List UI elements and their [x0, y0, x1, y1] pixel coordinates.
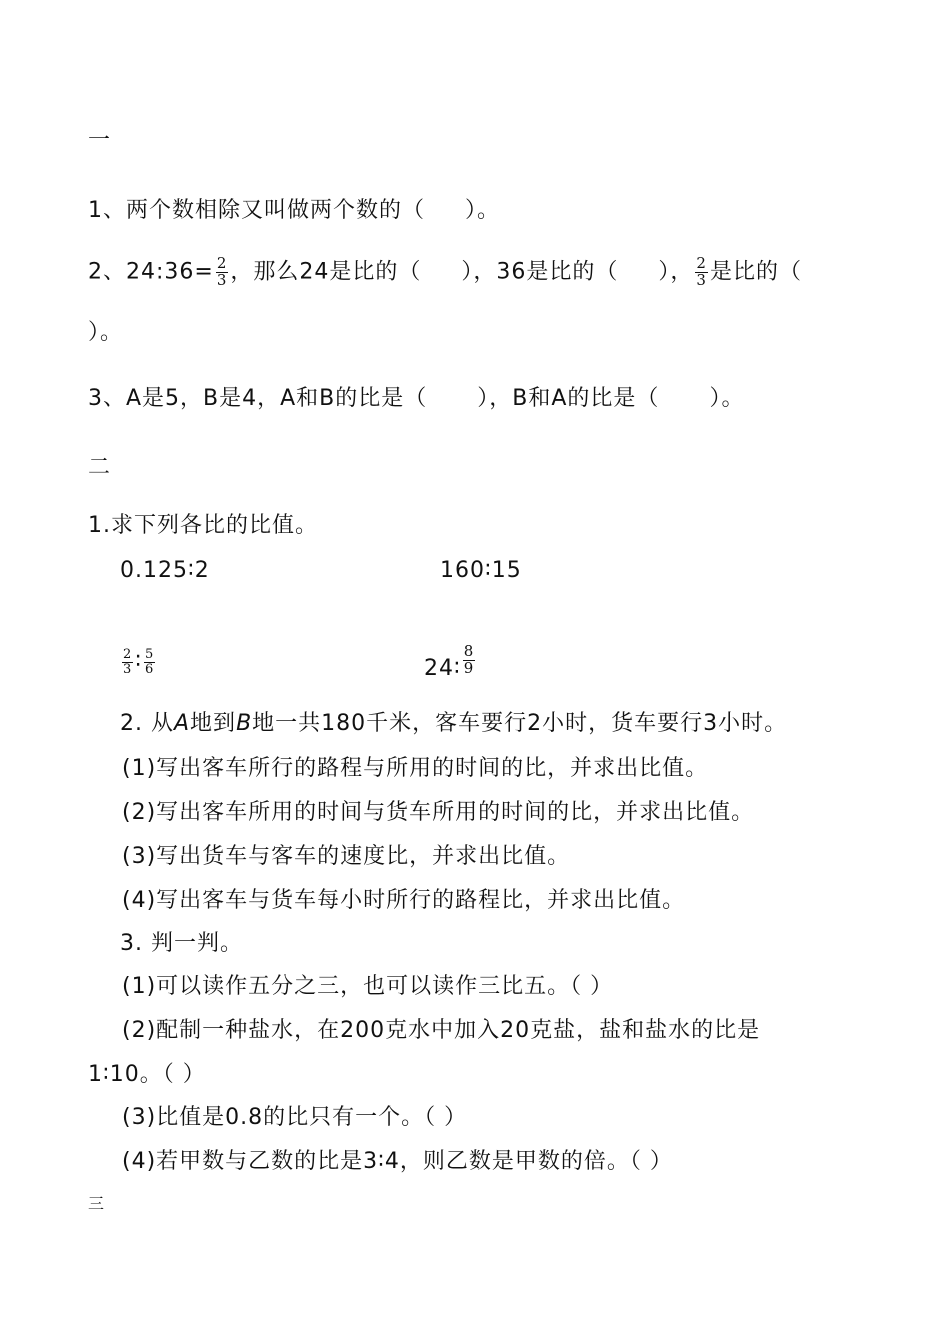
fraction-numerator: 2 [216, 254, 228, 272]
question-3-text: 3、A是5，B是4，A和B的比是（ [88, 386, 428, 411]
part2-q2-mid: 地到 [190, 711, 237, 736]
part2-q2-title [120, 713, 787, 735]
question-3-mid: ），B和A的比是（ [477, 386, 660, 411]
fraction-denominator: 6 [145, 661, 155, 677]
fraction-numerator: 5 [145, 647, 155, 662]
part2-q3-item-3: (3)比值是0.8的比只有一个。（ ） [122, 1105, 468, 1130]
fraction-two-thirds [216, 256, 229, 289]
question-2-mid3: ）， [658, 259, 694, 285]
fraction-denominator: 9 [463, 658, 475, 677]
fraction-numerator: 2 [123, 647, 133, 662]
section-heading-three: 三 [88, 1194, 106, 1213]
part2-q2-pre: 2. 从 [120, 711, 174, 736]
section-heading-two: 二 [88, 455, 112, 480]
part2-q1-title: 1.求下列各比的比值。 [88, 513, 318, 538]
question-2-mid4: 是比的（ [709, 259, 802, 285]
part2-q3-title: 3. 判一判。 [120, 931, 243, 956]
question-3-close: ）。 [709, 386, 745, 411]
question-2-mid1: ，那么24是比的（ [230, 259, 422, 285]
fraction-two-thirds [122, 648, 133, 676]
part2-q2-item-2: (2)写出客车所用的时间与货车所用的时间的比，并求出比值。 [122, 800, 755, 825]
fraction-numerator: 2 [696, 254, 707, 272]
question-2-mid2: ），36是比的（ [461, 259, 619, 285]
question-1-close: ）。 [465, 198, 501, 223]
ratio-expression-3 [120, 648, 157, 676]
fraction-numerator: 8 [463, 642, 475, 660]
part2-q2-post: 地一共180千米，客车要行2小时，货车要行3小时。 [252, 711, 788, 736]
fraction-eight-ninths [463, 644, 476, 677]
part2-q2-item-3: (3)写出货车与客车的速度比，并求出比值。 [122, 844, 571, 869]
part2-q2-item-1: (1)写出客车所行的路程与所用的时间的比，并求出比值。 [122, 756, 709, 781]
part2-q3-item-2-continuation: 1∶10。（ ） [88, 1062, 206, 1087]
question-1 [88, 200, 500, 222]
question-2-lead: 2、24:36= [88, 259, 214, 285]
ratio-expression-4-lead: 24∶ [424, 656, 461, 681]
ratio-separator: ∶ [135, 649, 143, 675]
fraction-five-sixths [144, 648, 155, 676]
section-heading-one: 一 [88, 128, 112, 153]
ratio-expression-1: 0.125∶2 [120, 558, 210, 583]
fraction-denominator: 3 [123, 661, 133, 677]
part2-q2-item-4: (4)写出客车与货车每小时所行的路程比，并求出比值。 [122, 888, 686, 913]
part2-q3-item-2: (2)配制一种盐水，在200克水中加入20克盐，盐和盐水的比是 [122, 1018, 761, 1043]
question-2-continuation: ）。 [88, 320, 124, 345]
part2-q3-item-1: (1)可以读作五分之三，也可以读作三比五。（ ） [122, 974, 614, 999]
question-2 [88, 256, 802, 289]
fraction-two-thirds-2 [695, 256, 708, 289]
question-1-text: 1、两个数相除又叫做两个数的（ [88, 198, 425, 223]
point-b: B [236, 711, 253, 736]
part2-q3-item-4: (4)若甲数与乙数的比是3∶4，则乙数是甲数的倍。（ ） [122, 1149, 673, 1174]
ratio-expression-2: 160∶15 [440, 558, 522, 583]
ratio-expression-4 [424, 644, 477, 680]
fraction-denominator: 3 [216, 270, 228, 289]
point-a: A [173, 711, 191, 736]
question-3 [88, 388, 744, 410]
fraction-denominator: 3 [696, 270, 707, 289]
